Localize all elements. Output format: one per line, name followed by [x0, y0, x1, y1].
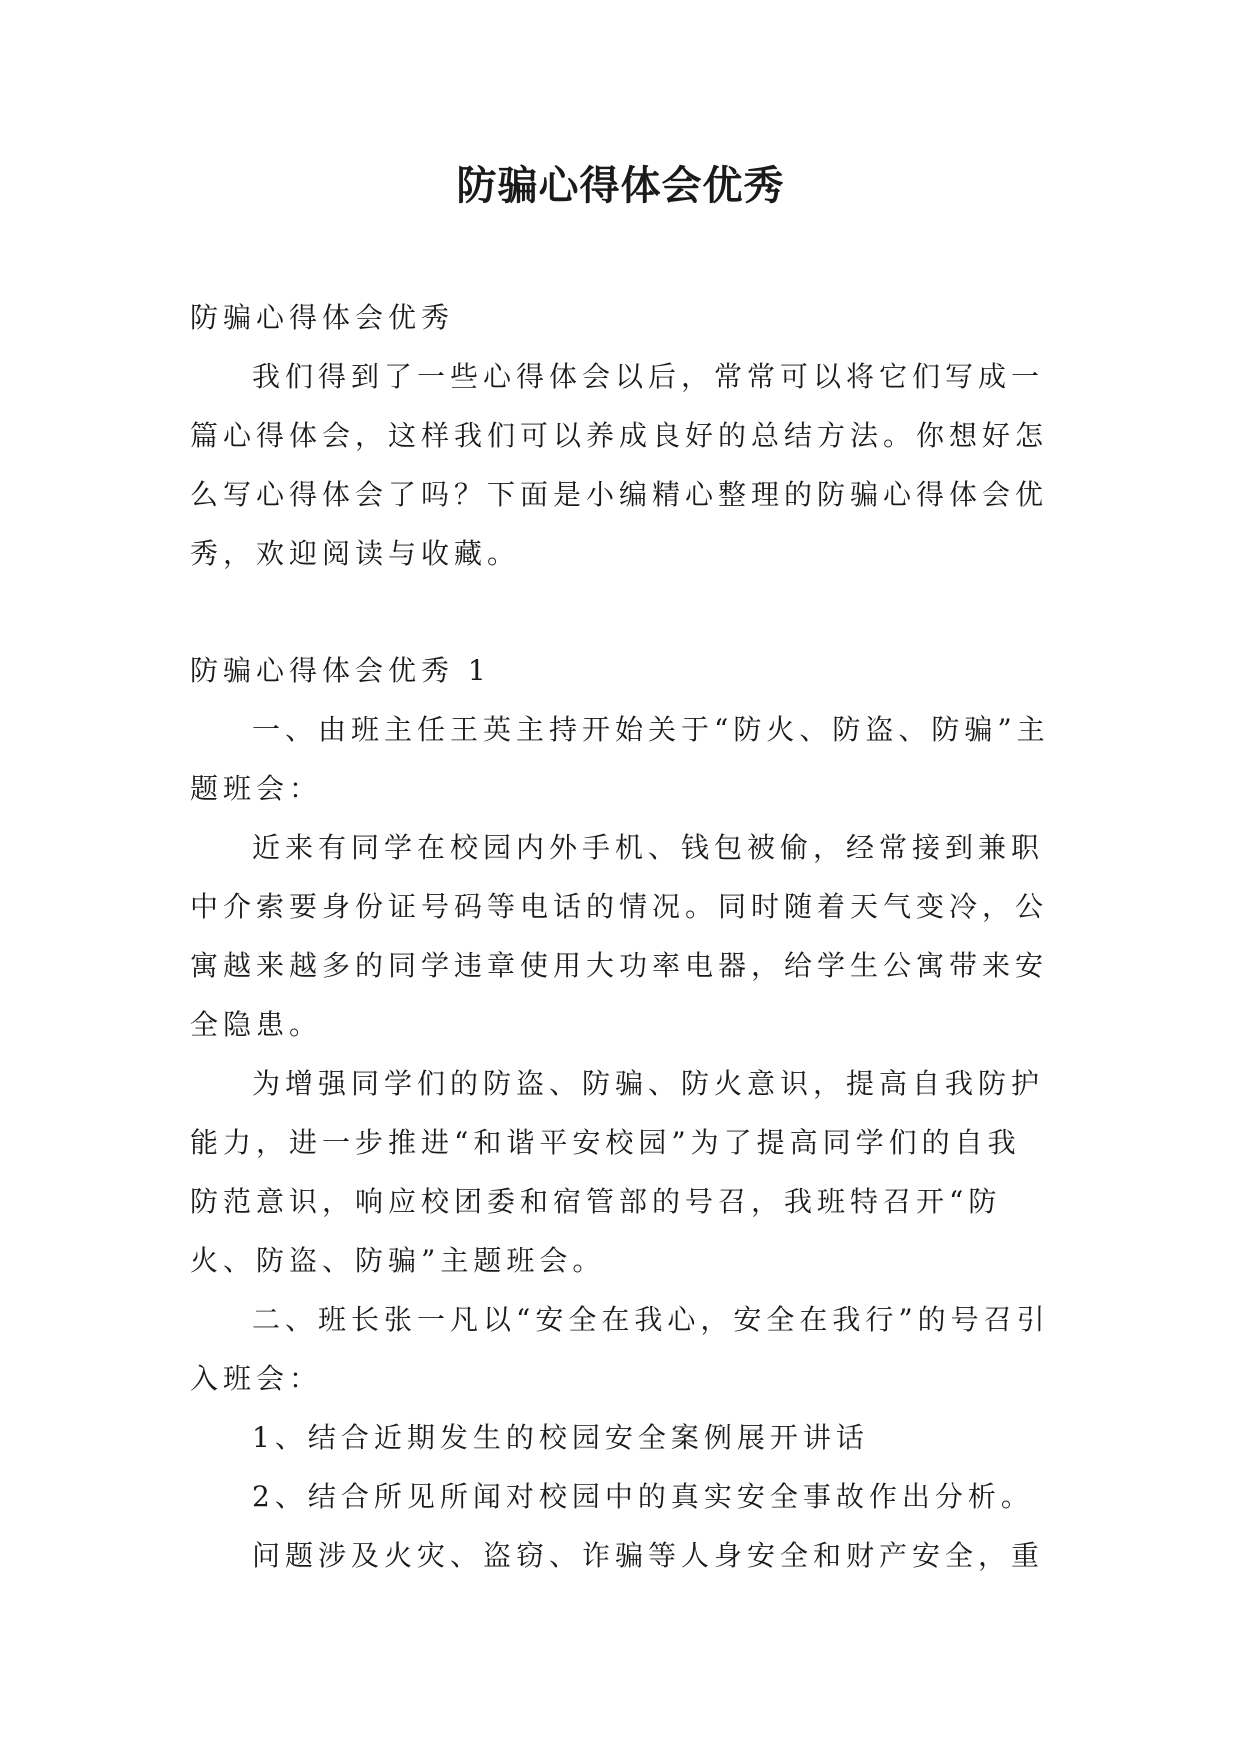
intro-heading: 防骗心得体会优秀 [190, 301, 455, 334]
intro-paragraph: 我们得到了一些心得体会以后，常常可以将它们写成一篇心得体会，这样我们可以养成良好的总结方法。你想好怎么写心得体会了吗？下面是小编精心整理的防骗心得体会优秀，欢迎阅读与收藏。 [190, 360, 1049, 570]
section-heading: 防骗心得体会优秀 1 [190, 654, 491, 687]
document-body [190, 288, 1050, 1585]
list-item-2: 2、结合所见所闻对校园中的真实安全事故作出分析。 [252, 1480, 1034, 1513]
paragraph-4: 二、班长张一凡以“安全在我心，安全在我行”的号召引入班会： [190, 1303, 1050, 1395]
paragraph-5: 问题涉及火灾、盗窃、诈骗等人身安全和财产安全，重 [252, 1539, 1045, 1572]
paragraph-2: 近来有同学在校园内外手机、钱包被偷，经常接到兼职中介索要身份证号码等电话的情况。同时随着天气变冷，公寓越来越多的同学违章使用大功率电器，给学生公寓带来安全隐患。 [190, 831, 1049, 1041]
paragraph-3: 为增强同学们的防盗、防骗、防火意识，提高自我防护能力，进一步推进“和谐平安校园”为了提高同学们的自我防范意识，响应校团委和宿管部的号召，我班特召开“防火、防盗、防骗”主题班会。 [190, 1067, 1045, 1277]
paragraph-1: 一、由班主任王英主持开始关于“防火、防盗、防骗”主题班会： [190, 713, 1050, 805]
document-title: 防骗心得体会优秀 [456, 163, 785, 209]
list-item-1: 1、结合近期发生的校园安全案例展开讲话 [252, 1421, 869, 1454]
